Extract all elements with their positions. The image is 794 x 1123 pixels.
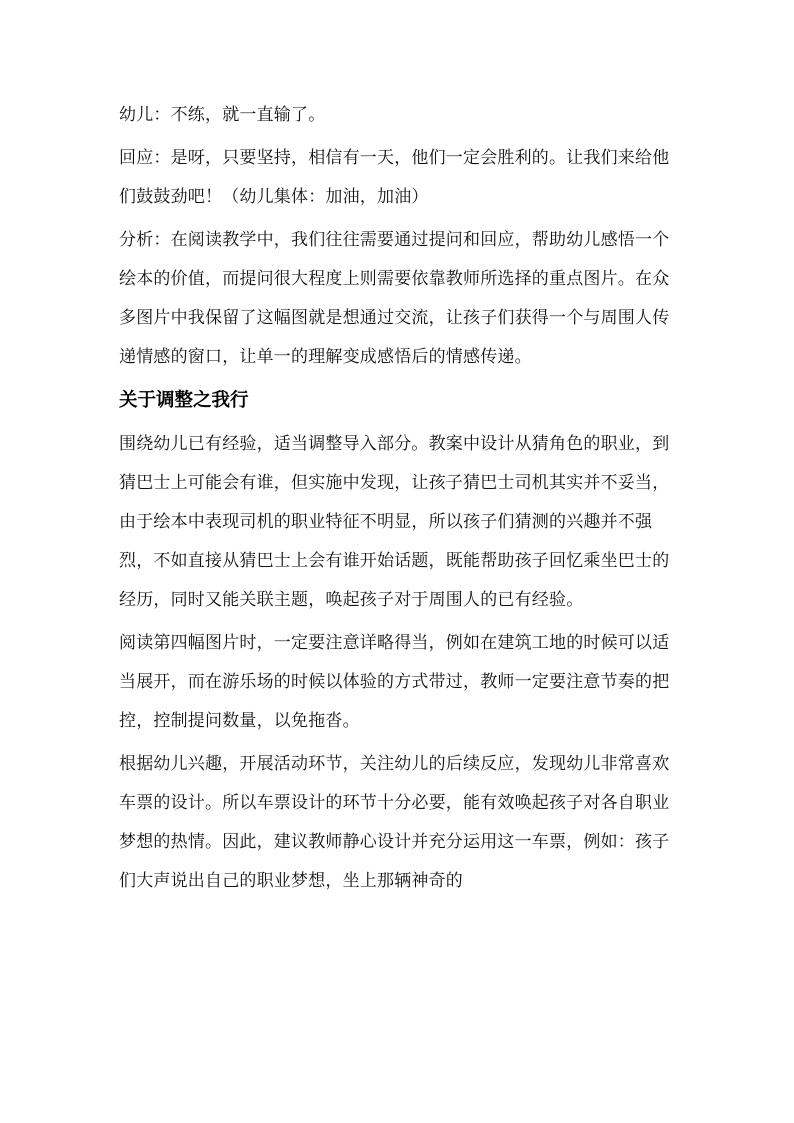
adjustment-paragraph-2: 阅读第四幅图片时，一定要注意详略得当，例如在建筑工地的时候可以适当展开，而在游乐场的时候以体验的方式带过，教师一定要注意节奏的把控，控制提问数量，以免拖沓。 <box>119 633 670 731</box>
adjustment-paragraph-3: 根据幼儿兴趣，开展活动环节，关注幼儿的后续反应，发现幼儿非常喜欢车票的设计。所以车票设计的环节十分必要，能有效唤起孩子对各自职业梦想的热情。因此，建议教师静心设计并充分运用这一车票，例如：孩子们大声说出自己的职业梦想，坐上那辆神奇的 <box>119 754 670 891</box>
section-heading: 关于调整之我行 <box>119 390 249 411</box>
dialogue-response-paragraph: 回应：是呀，只要坚持，相信有一天，他们一定会胜利的。让我们来给他们鼓鼓劲吧！（幼儿集体：加油，加油） <box>119 148 670 207</box>
analysis-paragraph: 分析：在阅读教学中，我们往往需要通过提问和回应，帮助幼儿感悟一个绘本的价值，而提问很大程度上则需要依靠教师所选择的重点图片。在众多图片中我保留了这幅图就是想通过交流，让孩子们获得一个与周围人传递情感的窗口，让单一的理解变成感悟后的情感传递。 <box>119 230 670 367</box>
document-body <box>119 96 679 901</box>
adjustment-paragraph-1: 围绕幼儿已有经验，适当调整导入部分。教案中设计从猜角色的职业，到猜巴士上可能会有谁，但实施中发现，让孩子猜巴士司机其实并不妥当，由于绘本中表现司机的职业特征不明显，所以孩子们猜测的兴趣并不强烈，不如直接从猜巴士上会有谁开始话题，既能帮助孩子回忆乘坐巴士的经历，同时又能关联主题，唤起孩子对于周围人的已有经验。 <box>119 434 670 610</box>
dialogue-child-line: 幼儿：不练，就一直输了。 <box>119 105 326 125</box>
